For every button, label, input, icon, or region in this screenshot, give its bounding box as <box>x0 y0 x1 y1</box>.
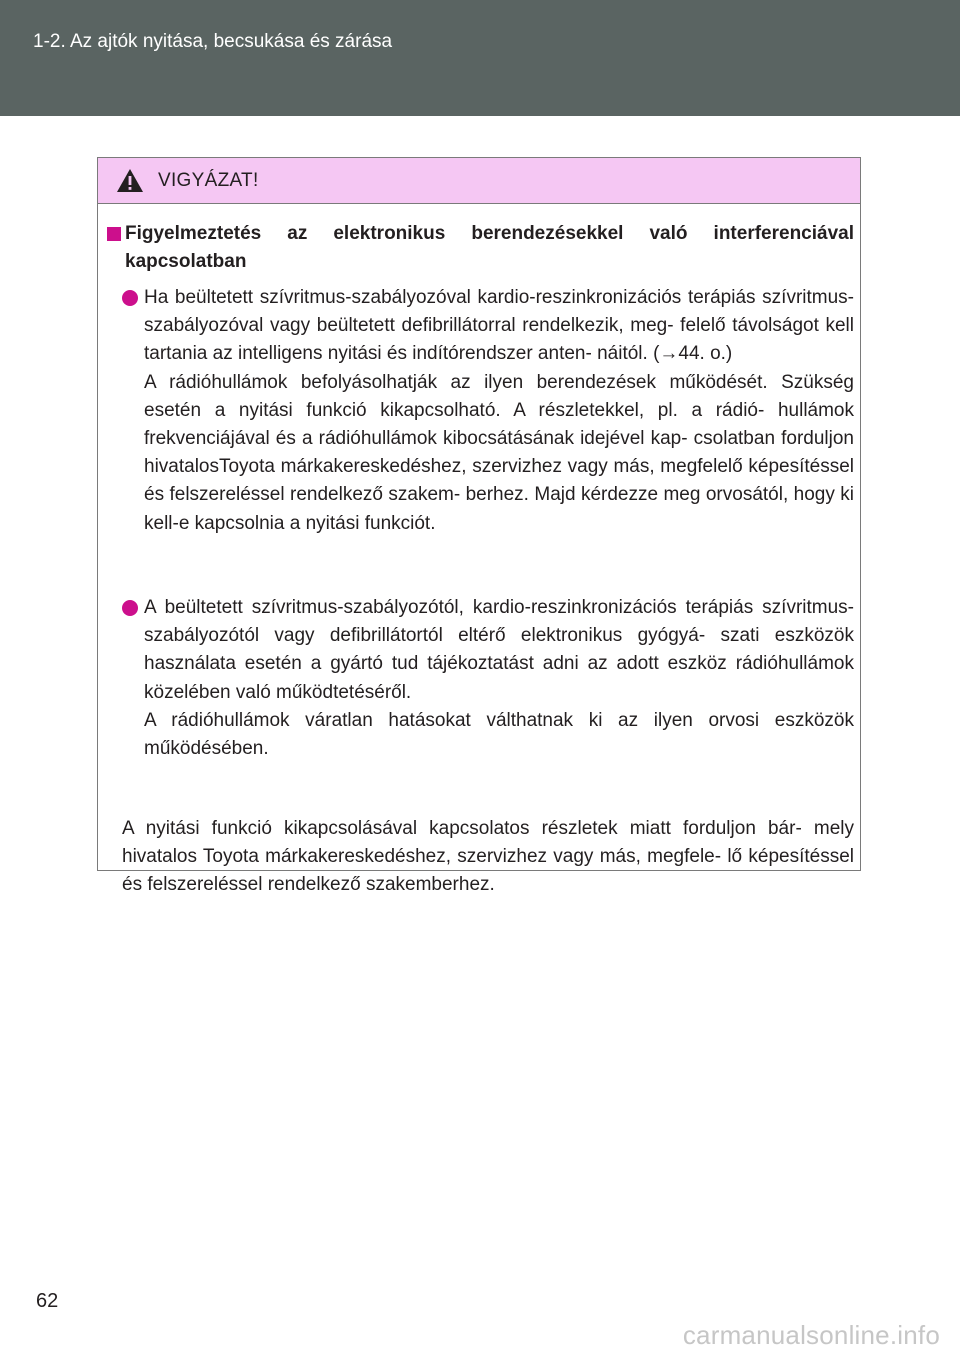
warning-triangle-icon <box>116 168 144 193</box>
section-heading: Figyelmeztetés az elektronikus berendezésekkel való interferenciával kapcsolatban <box>107 220 854 276</box>
closing-paragraph: A nyitási funkció kikapcsolásával kapcsolatos részletek miatt forduljon bár- mely hivatalos Toyota márkakereskedéshez, szervizhez vagy más, megfele- lő képesítéssel és felszereléssel rendelkező szakemberhez. <box>122 818 854 896</box>
caution-box <box>97 157 861 896</box>
round-bullet-icon <box>122 290 138 306</box>
page-header <box>0 0 960 116</box>
paragraph: Ha beültetett szívritmus-szabályozóval kardio-reszinkronizációs terápiás szívritmus-szabályozóval vagy beültetett defibrillátorral rendelkezik, meg- felelő távolságot kell tartania az intelligens nyitási és indítórendszer anten- náitól. (→44. o.) <box>144 287 854 365</box>
bullet-item-pacemaker <box>107 284 854 538</box>
paragraph: A rádióhullámok váratlan hatásokat válthatnak ki az ilyen orvosi eszközök működésében. <box>144 709 854 760</box>
chapter-title: 1-2. Az ajtók nyitása, becsukása és zárása <box>33 31 393 52</box>
paragraph: A beültetett szívritmus-szabályozótól, kardio-reszinkronizációs terápiás szívritmus-szabályozótól vagy defibrillátortól eltérő elektronikus gyógyá- szati eszközök használata esetén a gyártó tud tájékoztatást adni az adott eszköz rádióhullámok közelében való működtetéséről. <box>144 597 854 703</box>
square-bullet-icon <box>107 227 121 241</box>
paragraph: A rádióhullámok befolyásolhatják az ilyen berendezések működését. Szükség esetén a nyitási funkció kikapcsolható. A részletekkel, pl. a rádió- hullámok frekvenciájával és a rádióhullámok kibocsátásának idejével kap- csolatban forduljon hivatalosToyota márkakereskedéshez, szervizhez vagy más, megfelelő képesítéssel és felszereléssel rendelkező szakem- berhez. Majd kérdezze meg orvosától, hogy ki kell-e kapcsolnia a nyitási funkciót. <box>144 371 854 534</box>
page-number: 62 <box>36 1290 59 1312</box>
round-bullet-icon <box>122 600 138 616</box>
caution-header <box>98 158 860 204</box>
caution-title: VIGYÁZAT! <box>158 170 259 191</box>
bullet-item-medical-devices <box>107 594 854 763</box>
watermark: carmanualsonline.info <box>682 1320 940 1350</box>
